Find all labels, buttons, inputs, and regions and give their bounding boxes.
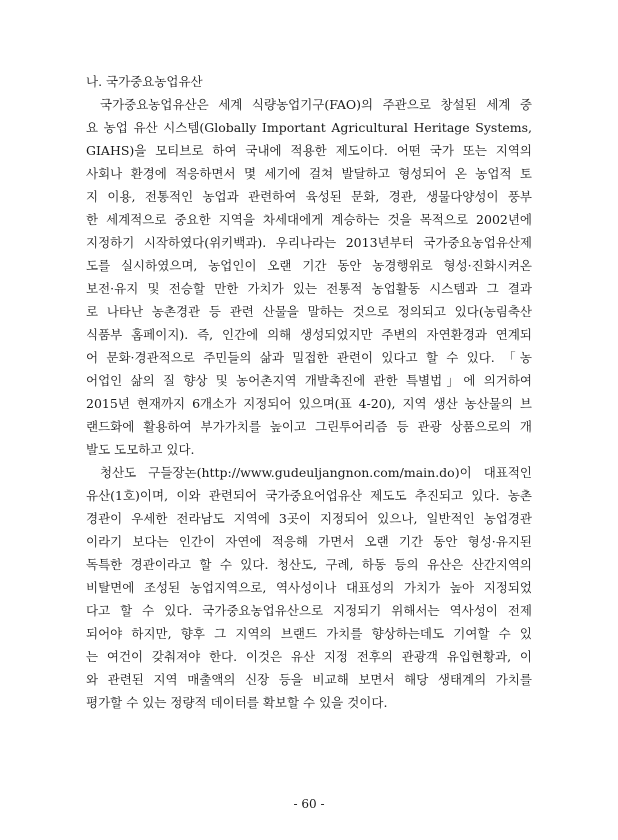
paragraph-1-line-12: 어 문화·경관적으로 주민들의 삶과 밀접한 관련이 있다고 할 수 있다. 「농 xyxy=(86,350,532,365)
paragraph-1-line-8: 도를 실시하였으며, 농업인이 오랜 기간 동안 농경행위로 형성·진화시켜온 xyxy=(86,258,532,273)
paragraph-2-line-2: 유산(1호)이며, 이와 관련되어 국가중요어업유산 제도도 추진되고 있다. 농촌 xyxy=(86,488,532,503)
paragraph-2-line-1: 청산도 구들장논(http://www.gudeuljangnon.com/main.do)이 대표적인 xyxy=(100,465,532,480)
paragraph-1-line-1: 국가중요농업유산은 세계 식량농업기구(FAO)의 주관으로 창설된 세계 중 xyxy=(100,97,532,112)
paragraph-1-line-11: 식품부 홈페이지). 즉, 인간에 의해 생성되었지만 주변의 자연환경과 연계되 xyxy=(86,327,532,342)
paragraph-1-line-7: 지정하기 시작하였다(위키백과). 우리나라는 2013년부터 국가중요농업유산제 xyxy=(86,235,532,250)
paragraph-1-line-3: GIAHS)을 모티브로 하여 국내에 적용한 제도이다. 어떤 국가 또는 지역의 xyxy=(86,143,532,158)
paragraph-1-line-10: 로 나타난 농촌경관 등 관련 산물을 말하는 것으로 정의되고 있다(농림축산 xyxy=(86,304,532,319)
page-number: - 60 - xyxy=(293,797,325,811)
paragraph-2-line-6: 비탈면에 조성된 농업지역으로, 역사성이나 대표성의 가치가 높아 지정되었 xyxy=(86,580,532,595)
paragraph-2-line-11: 평가할 수 있는 정량적 데이터를 확보할 수 있을 것이다. xyxy=(86,695,388,710)
paragraph-2-line-7: 다고 할 수 있다. 국가중요농업유산으로 지정되기 위해서는 역사성이 전제 xyxy=(86,603,532,618)
paragraph-1-line-6: 한 세계적으로 중요한 지역을 차세대에게 계승하는 것을 목적으로 2002년에 xyxy=(86,212,532,227)
paragraph-2-line-8: 되어야 하지만, 향후 그 지역의 브랜드 가치를 향상하는데도 기여할 수 있 xyxy=(86,626,532,641)
paragraph-2-line-5: 독특한 경관이라고 할 수 있다. 청산도, 구례, 하동 등의 유산은 산간지역의 xyxy=(86,557,532,572)
paragraph-2-line-4: 이라기 보다는 인간이 자연에 적응해 가면서 오랜 기간 동안 형성·유지된 xyxy=(86,534,532,549)
paragraph-1-line-4: 사회나 환경에 적응하면서 몇 세기에 걸쳐 발달하고 형성되어 온 농업적 토 xyxy=(86,166,532,181)
paragraph-1-line-16: 발도 도모하고 있다. xyxy=(86,442,195,457)
section-heading: 나. 국가중요농업유산 xyxy=(86,74,203,89)
paragraph-1-line-9: 보전·유지 및 전승할 만한 가치가 있는 전통적 농업활동 시스템과 그 결과 xyxy=(86,281,532,296)
paragraph-1-line-5: 지 이용, 전통적인 농업과 관련하여 육성된 문화, 경관, 생물다양성이 풍부 xyxy=(86,189,532,204)
paragraph-1-line-13: 어업인 삶의 질 향상 및 농어촌지역 개발촉진에 관한 특별법」에 의거하여 xyxy=(86,373,532,388)
paragraph-1-line-15: 랜드화에 활용하여 부가가치를 높이고 그린투어리즘 등 관광 상품으로의 개 xyxy=(86,419,532,434)
paragraph-2-line-9: 는 여건이 갖춰져야 한다. 이것은 유산 지정 전후의 관광객 유입현황과, 이 xyxy=(86,649,532,664)
paragraph-1-line-14: 2015년 현재까지 6개소가 지정되어 있으며(표 4-20), 지역 생산 농산물의 브 xyxy=(86,396,532,411)
paragraph-2-line-3: 경관이 우세한 전라남도 지역에 3곳이 지정되어 있으나, 일반적인 농업경관 xyxy=(86,511,532,526)
paragraph-1-line-2: 요 농업 유산 시스템(Globally Important Agricultural Heritage Systems, xyxy=(86,120,532,135)
paragraph-2-line-10: 와 관련된 지역 매출액의 신장 등을 비교해 보면서 해당 생태계의 가치를 xyxy=(86,672,532,687)
